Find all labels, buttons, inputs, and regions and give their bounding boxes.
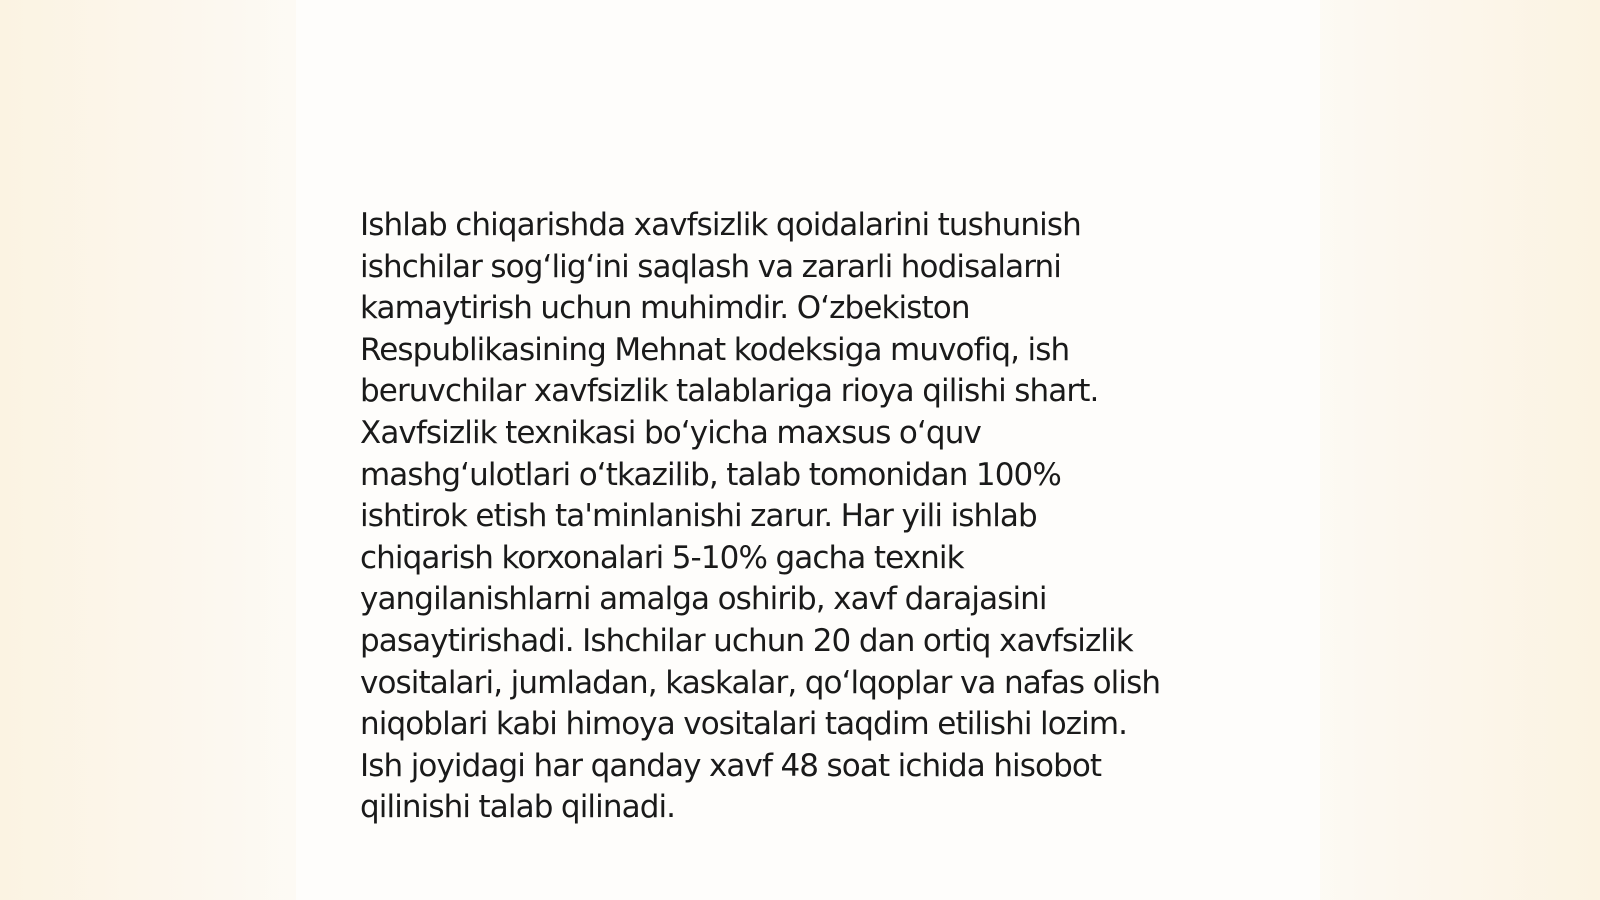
paragraph-line: kamaytirish uchun muhimdir. Oʻzbekiston: [360, 290, 970, 327]
paragraph-line: vositalari, jumladan, kaskalar, qoʻlqoplar va nafas olish: [360, 664, 1161, 701]
paragraph-line: niqoblari kabi himoya vositalari taqdim etilishi lozim.: [360, 706, 1128, 743]
paragraph-line: yangilanishlarni amalga oshirib, xavf darajasini: [360, 581, 1047, 618]
paragraph-line: ishtirok etish ta'minlanishi zarur. Har yili ishlab: [360, 498, 1037, 535]
paragraph-line: Ish joyidagi har qanday xavf 48 soat ichida hisobot: [360, 747, 1102, 784]
paragraph-line: chiqarish korxonalari 5-10% gacha texnik: [360, 539, 964, 576]
paragraph-line: qilinishi talab qilinadi.: [360, 789, 676, 826]
paragraph-line: pasaytirishadi. Ishchilar uchun 20 dan ortiq xavfsizlik: [360, 622, 1133, 659]
paragraph-line: mashgʻulotlari oʻtkazilib, talab tomonidan 100%: [360, 456, 1061, 493]
paragraph-line: Ishlab chiqarishda xavfsizlik qoidalarini tushunish: [360, 207, 1081, 243]
paragraph-line: Xavfsizlik texnikasi boʻyicha maxsus oʻquv: [360, 414, 981, 451]
document-paragraph: [360, 205, 1260, 829]
paragraph-line: Respublikasining Mehnat kodeksiga muvofiq, ish: [360, 331, 1070, 368]
paragraph-line: ishchilar sogʻligʻini saqlash va zararli hodisalarni: [360, 248, 1061, 285]
paragraph-line: beruvchilar xavfsizlik talablariga rioya qilishi shart.: [360, 373, 1099, 410]
